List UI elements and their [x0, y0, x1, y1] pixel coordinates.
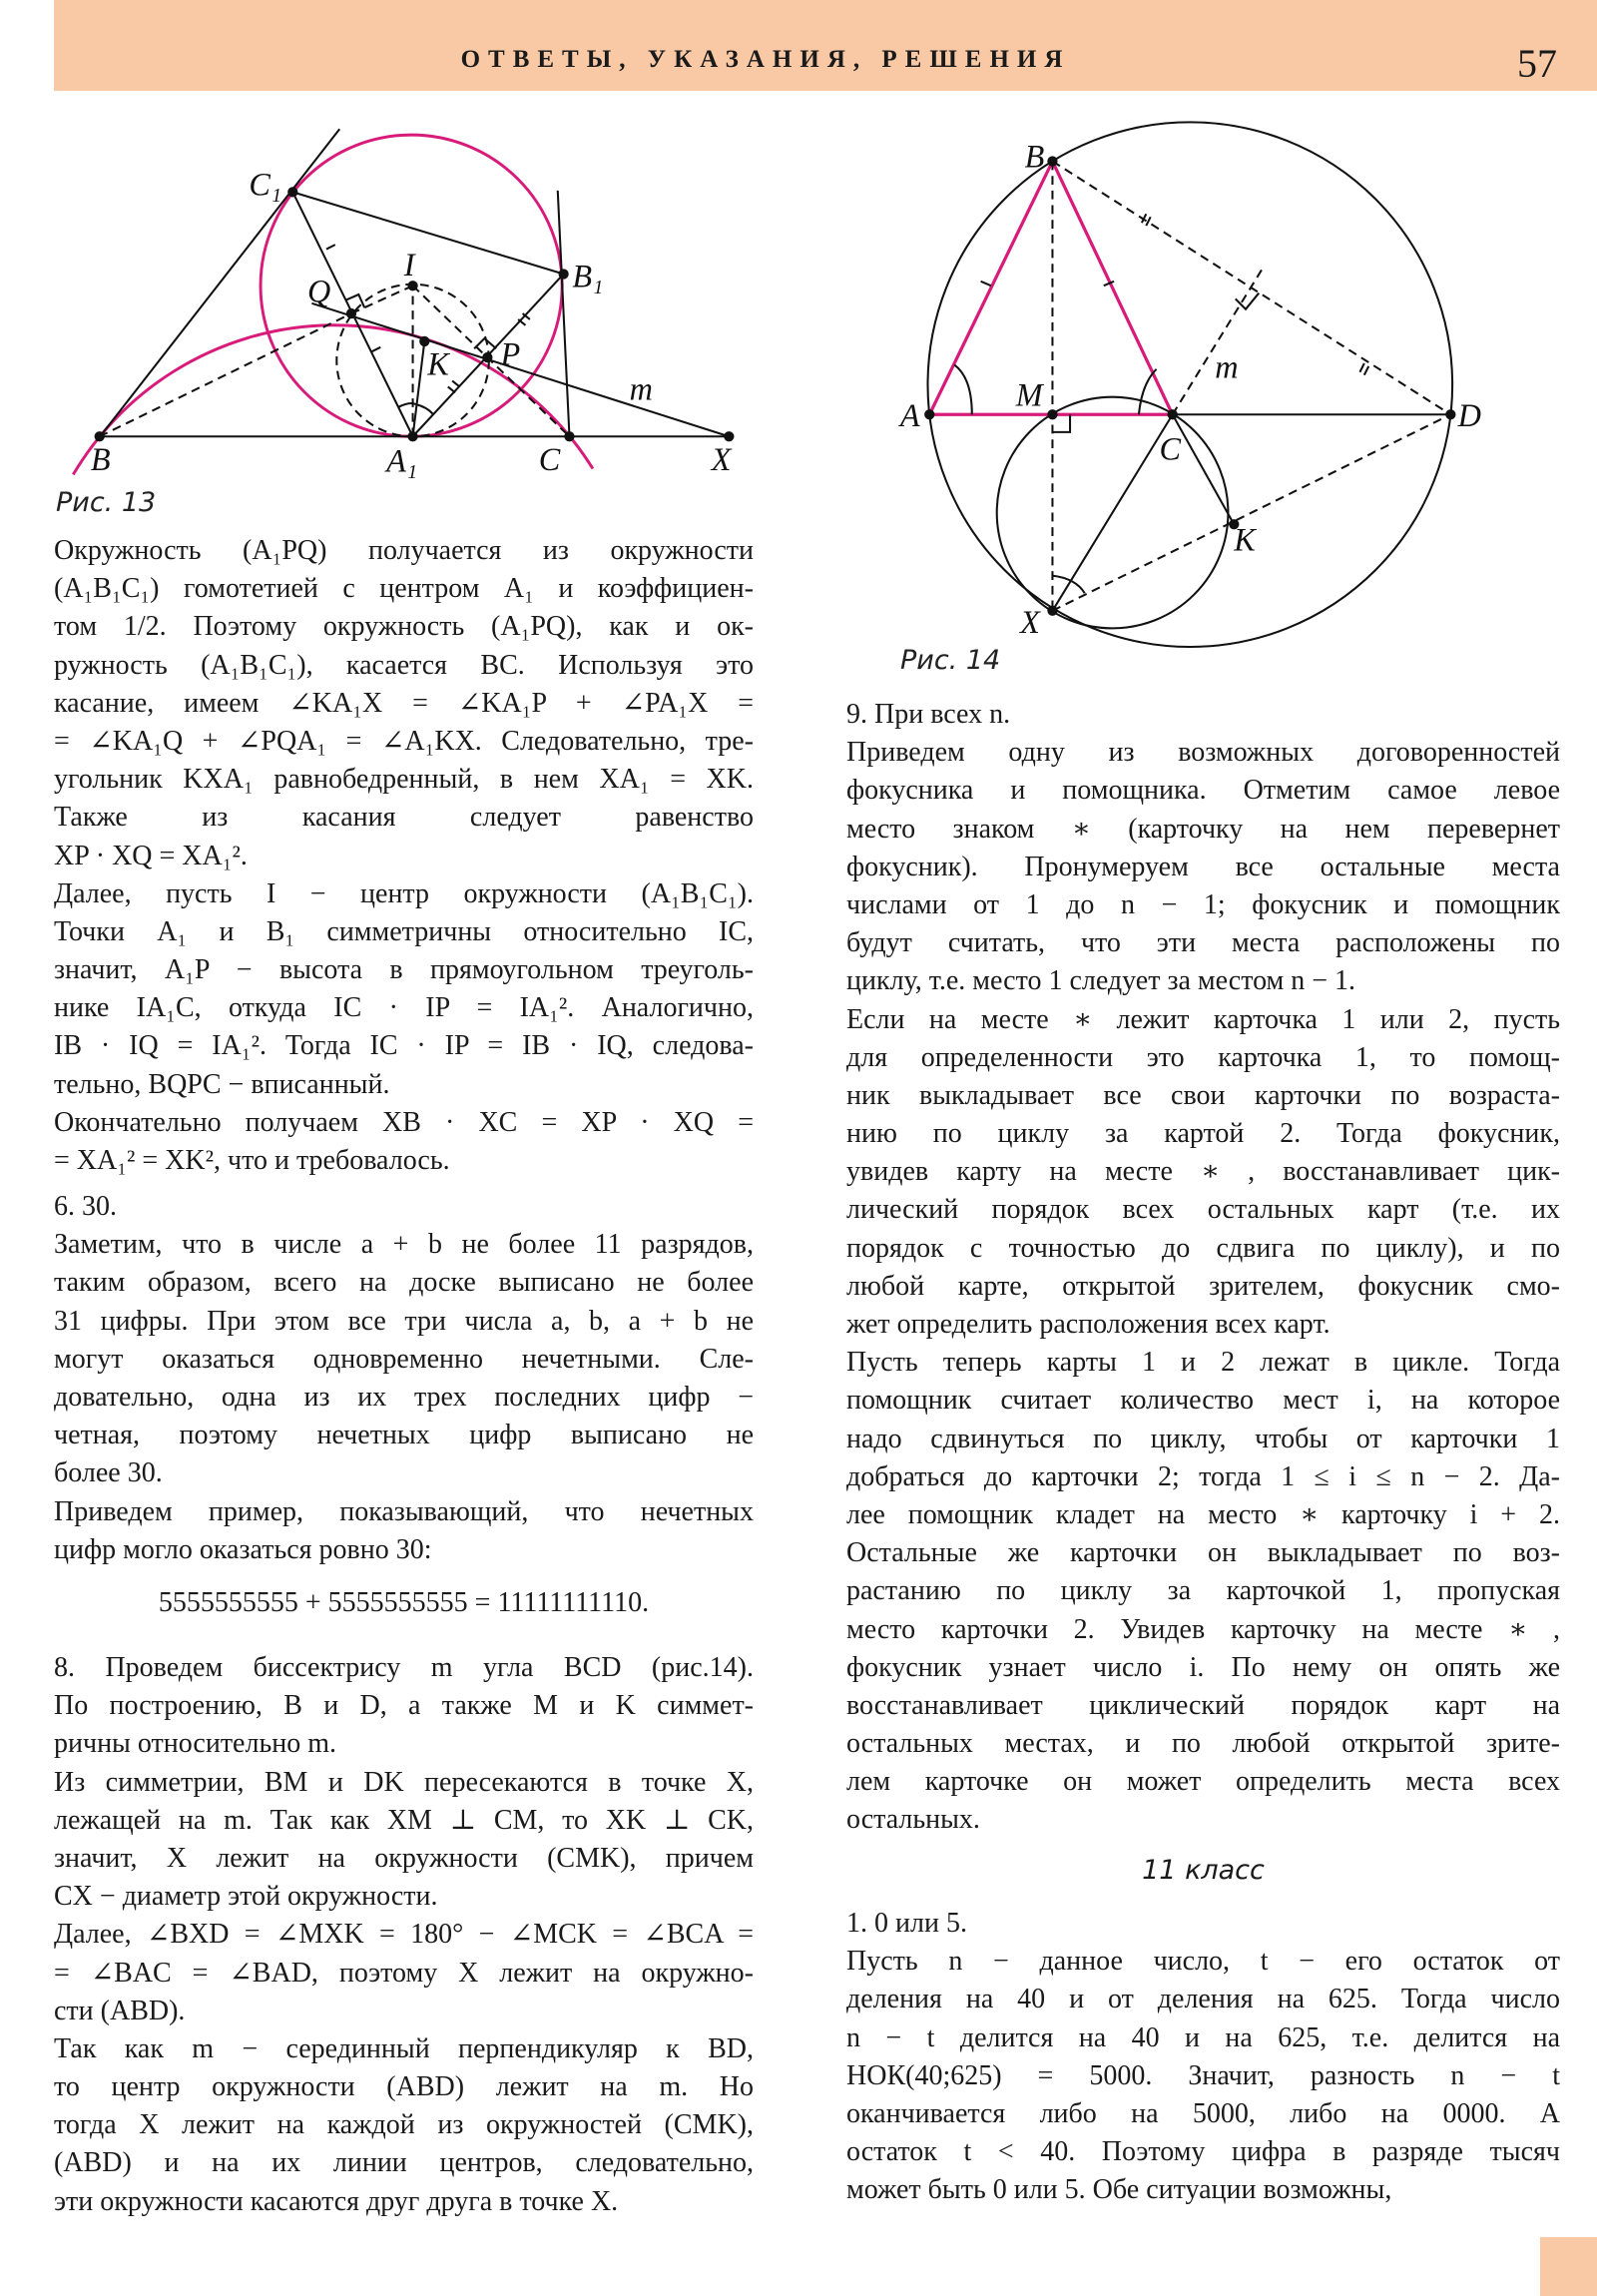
text-line: значит, A₁P − высота в прямоугольном треуголь-: [54, 954, 754, 986]
text-line: (A₁B₁C₁) гомотетией с центром A₁ и коэффициен-: [54, 573, 754, 605]
text-line: числами от 1 до n − 1; фокусник и помощник: [846, 888, 1560, 920]
text-line: 9. При всех n.: [846, 699, 1011, 730]
segment-c1b1: [292, 192, 563, 274]
label-p: P: [500, 335, 521, 372]
text-line: Приведем пример, показывающий, что нечетных: [54, 1495, 754, 1527]
text-line: фокусник узнает число i. По нему он опять же: [846, 1651, 1560, 1683]
text-line: нике IA₁C, откуда IC · IP = IA₁². Аналогично,: [54, 992, 754, 1024]
segment-ck: [1173, 414, 1235, 524]
text-line: эти окружности касаются друг друга в точке X.: [54, 2185, 619, 2217]
answer-8: [54, 1649, 754, 2221]
text-line: Далее, пусть I − центр окружности (A₁B₁C₁).: [54, 877, 754, 909]
text-line: место знаком ∗ (карточку на нем перевернет: [846, 813, 1560, 845]
figure-14-caption: Рис. 14: [900, 645, 1001, 676]
text-line: Далее, ∠BXD = ∠MXK = 180° − ∠MCK = ∠BCA =: [54, 1919, 754, 1951]
text-line: угольник KXA₁ равнобедренный, в нем XA₁ = XK.: [54, 764, 754, 796]
text-line: таким образом, всего на доске выписано не более: [54, 1267, 754, 1299]
text-line: 8. Проведем биссектрису m угла BCD (рис.14).: [54, 1652, 754, 1683]
text-line: лический порядок всех остальных карт (т.е. их: [846, 1194, 1560, 1226]
label-x: X: [1020, 603, 1040, 640]
angle-arcs: [954, 364, 1156, 593]
label-a1: A₁: [386, 442, 418, 479]
text-line: надо сдвинуться по циклу, чтобы от карточки 1: [846, 1423, 1560, 1454]
text-line: нию по циклу за картой 2. Тогда фокусник,: [846, 1118, 1560, 1150]
segment-a1k: [413, 341, 425, 436]
text-line: том 1/2. Поэтому окружность (A₁PQ), как и ок-: [54, 611, 754, 643]
text-line: фокусник). Пронумеруем все остальные места: [846, 851, 1560, 882]
section-title: 11 класс: [1142, 1855, 1265, 1886]
text-line: 31 цифры. При этом все три числа a, b, a + b не: [54, 1305, 754, 1337]
text-line: увидев карту на месте ∗ , восстанавливает цик-: [846, 1156, 1560, 1188]
example-equation: 5555555555 + 5555555555 = 11111111110.: [158, 1587, 650, 1618]
text-line: Так как m − серединный перпендикуляр к BD,: [54, 2032, 754, 2064]
text-line: добраться до карточки 2; тогда 1 ≤ i ≤ n − 2. Да-: [846, 1460, 1560, 1492]
text-line: довательно, одна из их трех последних цифр −: [54, 1381, 754, 1413]
answer-6: [54, 1188, 754, 1569]
label-k: K: [427, 345, 449, 382]
text-line: CX − диаметр этой окружности.: [54, 1881, 438, 1913]
text-line: цифр могло оказаться ровно 30:: [54, 1533, 432, 1565]
text-line: остальных местах, и по любой открытой зрите-: [846, 1728, 1560, 1760]
text-line: будут считать, что эти места расположены по: [846, 927, 1560, 959]
label-m: m: [1215, 348, 1239, 385]
text-line: n − t делится на 40 и на 625, т.е. делится на: [846, 2021, 1560, 2053]
text-line: По построению, B и D, а также M и K симмет-: [54, 1690, 754, 1722]
segment-bq: [100, 313, 351, 436]
page-corner-tab: [1540, 2237, 1597, 2296]
text-line: НОК(40;625) = 5000. Значит, разность n − t: [846, 2059, 1560, 2091]
text-line: деления на 40 и от деления на 625. Тогда число: [846, 1984, 1560, 2015]
text-line: касание, имеем ∠KA₁X = ∠KA₁P + ∠PA₁X =: [54, 687, 754, 719]
text-line: значит, X лежит на окружности (CMK), причем: [54, 1842, 754, 1874]
text-line: = XA₁² = XK², что и требовалось.: [54, 1145, 450, 1176]
text-line: Заметим, что в числе a + b не более 11 разрядов,: [54, 1229, 754, 1261]
text-line: Окончательно получаем XB · XC = XP · XQ =: [54, 1106, 754, 1138]
text-line: ричны относительно m.: [54, 1728, 336, 1760]
text-line: более 30.: [54, 1457, 163, 1489]
figure-14: [898, 122, 1481, 647]
text-line: циклу, т.е. место 1 следует за местом n − 1.: [846, 965, 1356, 997]
label-b1: B₁: [572, 258, 604, 294]
text-line: сти (ABD).: [54, 1995, 186, 2026]
text-line: фокусника и помощника. Отметим самое левое: [846, 775, 1560, 807]
text-line: любой карте, открытой зрителем, фокусник смо-: [846, 1270, 1560, 1302]
text-line: IB · IQ = IA₁². Тогда IC · IP = IB · IQ, следова-: [54, 1030, 754, 1062]
page-number: 57: [1517, 41, 1557, 86]
text-line: лем карточке он может определить места всех: [846, 1766, 1560, 1798]
line-m: [311, 303, 729, 436]
label-b: B: [90, 440, 111, 477]
text-line: четная, поэтому нечетных цифр выписано не: [54, 1420, 754, 1451]
text-line: остаток t < 40. Поэтому цифра в разряде тысяч: [846, 2136, 1560, 2168]
label-k: K: [1234, 521, 1256, 558]
text-line: лее помощник кладет на место ∗ карточку i + 2.: [846, 1498, 1560, 1530]
label-m-point: M: [1015, 376, 1043, 413]
text-line: Также из касания следует равенство: [54, 802, 754, 834]
text-line: (ABD) и на их линии центров, следовательно,: [54, 2147, 754, 2179]
right-angle-bd: [1236, 293, 1259, 309]
answer-5-continued: [54, 532, 754, 1180]
label-q: Q: [306, 273, 331, 309]
text-line: место карточки 2. Увидев карточку на месте ∗ ,: [846, 1613, 1560, 1645]
text-line: порядок с точностью до сдвига по циклу), и по: [846, 1232, 1560, 1264]
label-c1: C₁: [249, 166, 282, 203]
text-line: оканчивается либо на 5000, либо на 0000. А: [846, 2097, 1560, 2129]
label-d: D: [1457, 396, 1481, 433]
label-b: B: [1024, 138, 1045, 175]
text-line: 6. 30.: [54, 1191, 117, 1222]
text-line: ник выкладывает все свои карточки по возраста-: [846, 1079, 1560, 1111]
text-line: помощник считает количество мест i, на которое: [846, 1385, 1560, 1417]
text-line: жет определить расположения всех карт.: [846, 1309, 1331, 1340]
text-line: Из симметрии, BM и DK пересекаются в точке X,: [54, 1766, 754, 1798]
figure-13-caption: Рис. 13: [56, 487, 157, 518]
text-line: тельно, BQPC − вписанный.: [54, 1068, 390, 1100]
answer-9: [846, 696, 1560, 1840]
label-c: C: [538, 440, 561, 477]
text-line: Пусть теперь карты 1 и 2 лежат в цикле. Тогда: [846, 1347, 1560, 1379]
triangle-abc: [929, 162, 1172, 415]
tick-marks: [981, 214, 1369, 374]
label-m: m: [629, 370, 653, 407]
text-line: восстанавливает циклический порядок карт на: [846, 1689, 1560, 1721]
text-line: остальных.: [846, 1804, 980, 1836]
text-line: 1. 0 или 5.: [846, 1908, 967, 1939]
text-line: Остальные же карточки он выкладывает по воз-: [846, 1537, 1560, 1569]
text-line: то центр окружности (ABD) лежит на m. Но: [54, 2071, 754, 2103]
text-line: для определенности это карточка 1, то помощ-: [846, 1041, 1560, 1073]
text-line: может быть 0 или 5. Обе ситуации возможны,: [846, 2174, 1392, 2206]
text-line: ружность (A₁B₁C₁), касается BC. Используя это: [54, 649, 754, 681]
label-x: X: [711, 440, 732, 477]
figure-13: [73, 129, 734, 478]
text-line: растанию по циклу за карточкой 1, пропуская: [846, 1575, 1560, 1607]
text-line: Пусть n − данное число, t − его остаток от: [846, 1946, 1560, 1978]
text-line: тогда X лежит на каждой из окружностей (CMK),: [54, 2109, 754, 2141]
label-a: A: [899, 396, 920, 433]
label-c: C: [1159, 430, 1182, 467]
tangent-line-c1: [97, 129, 339, 440]
text-line: = ∠BAC = ∠BAD, поэтому X лежит на окружно-: [54, 1957, 754, 1989]
text-line: Если на месте ∗ лежит карточка 1 или 2, пусть: [846, 1003, 1560, 1035]
label-i: I: [403, 246, 415, 283]
bisector-m: [1173, 270, 1262, 414]
text-line: = ∠KA₁Q + ∠PQA₁ = ∠A₁KX. Следовательно, тре-: [54, 725, 754, 757]
text-line: Точки A₁ и B₁ симметричны относительно IC,: [54, 915, 754, 947]
answer-11-1: [846, 1905, 1560, 2210]
text-line: Окружность (A₁PQ) получается из окружности: [54, 535, 754, 566]
text-line: XP · XQ = XA₁².: [54, 840, 248, 871]
text-line: Приведем одну из возможных договоренностей: [846, 737, 1560, 769]
header-title: ОТВЕТЫ, УКАЗАНИЯ, РЕШЕНИЯ: [460, 46, 1071, 73]
text-line: могут оказаться одновременно нечетными. Сле-: [54, 1343, 754, 1375]
text-line: лежащей на m. Так как XM ⊥ CM, то XK ⊥ CK,: [54, 1804, 754, 1836]
